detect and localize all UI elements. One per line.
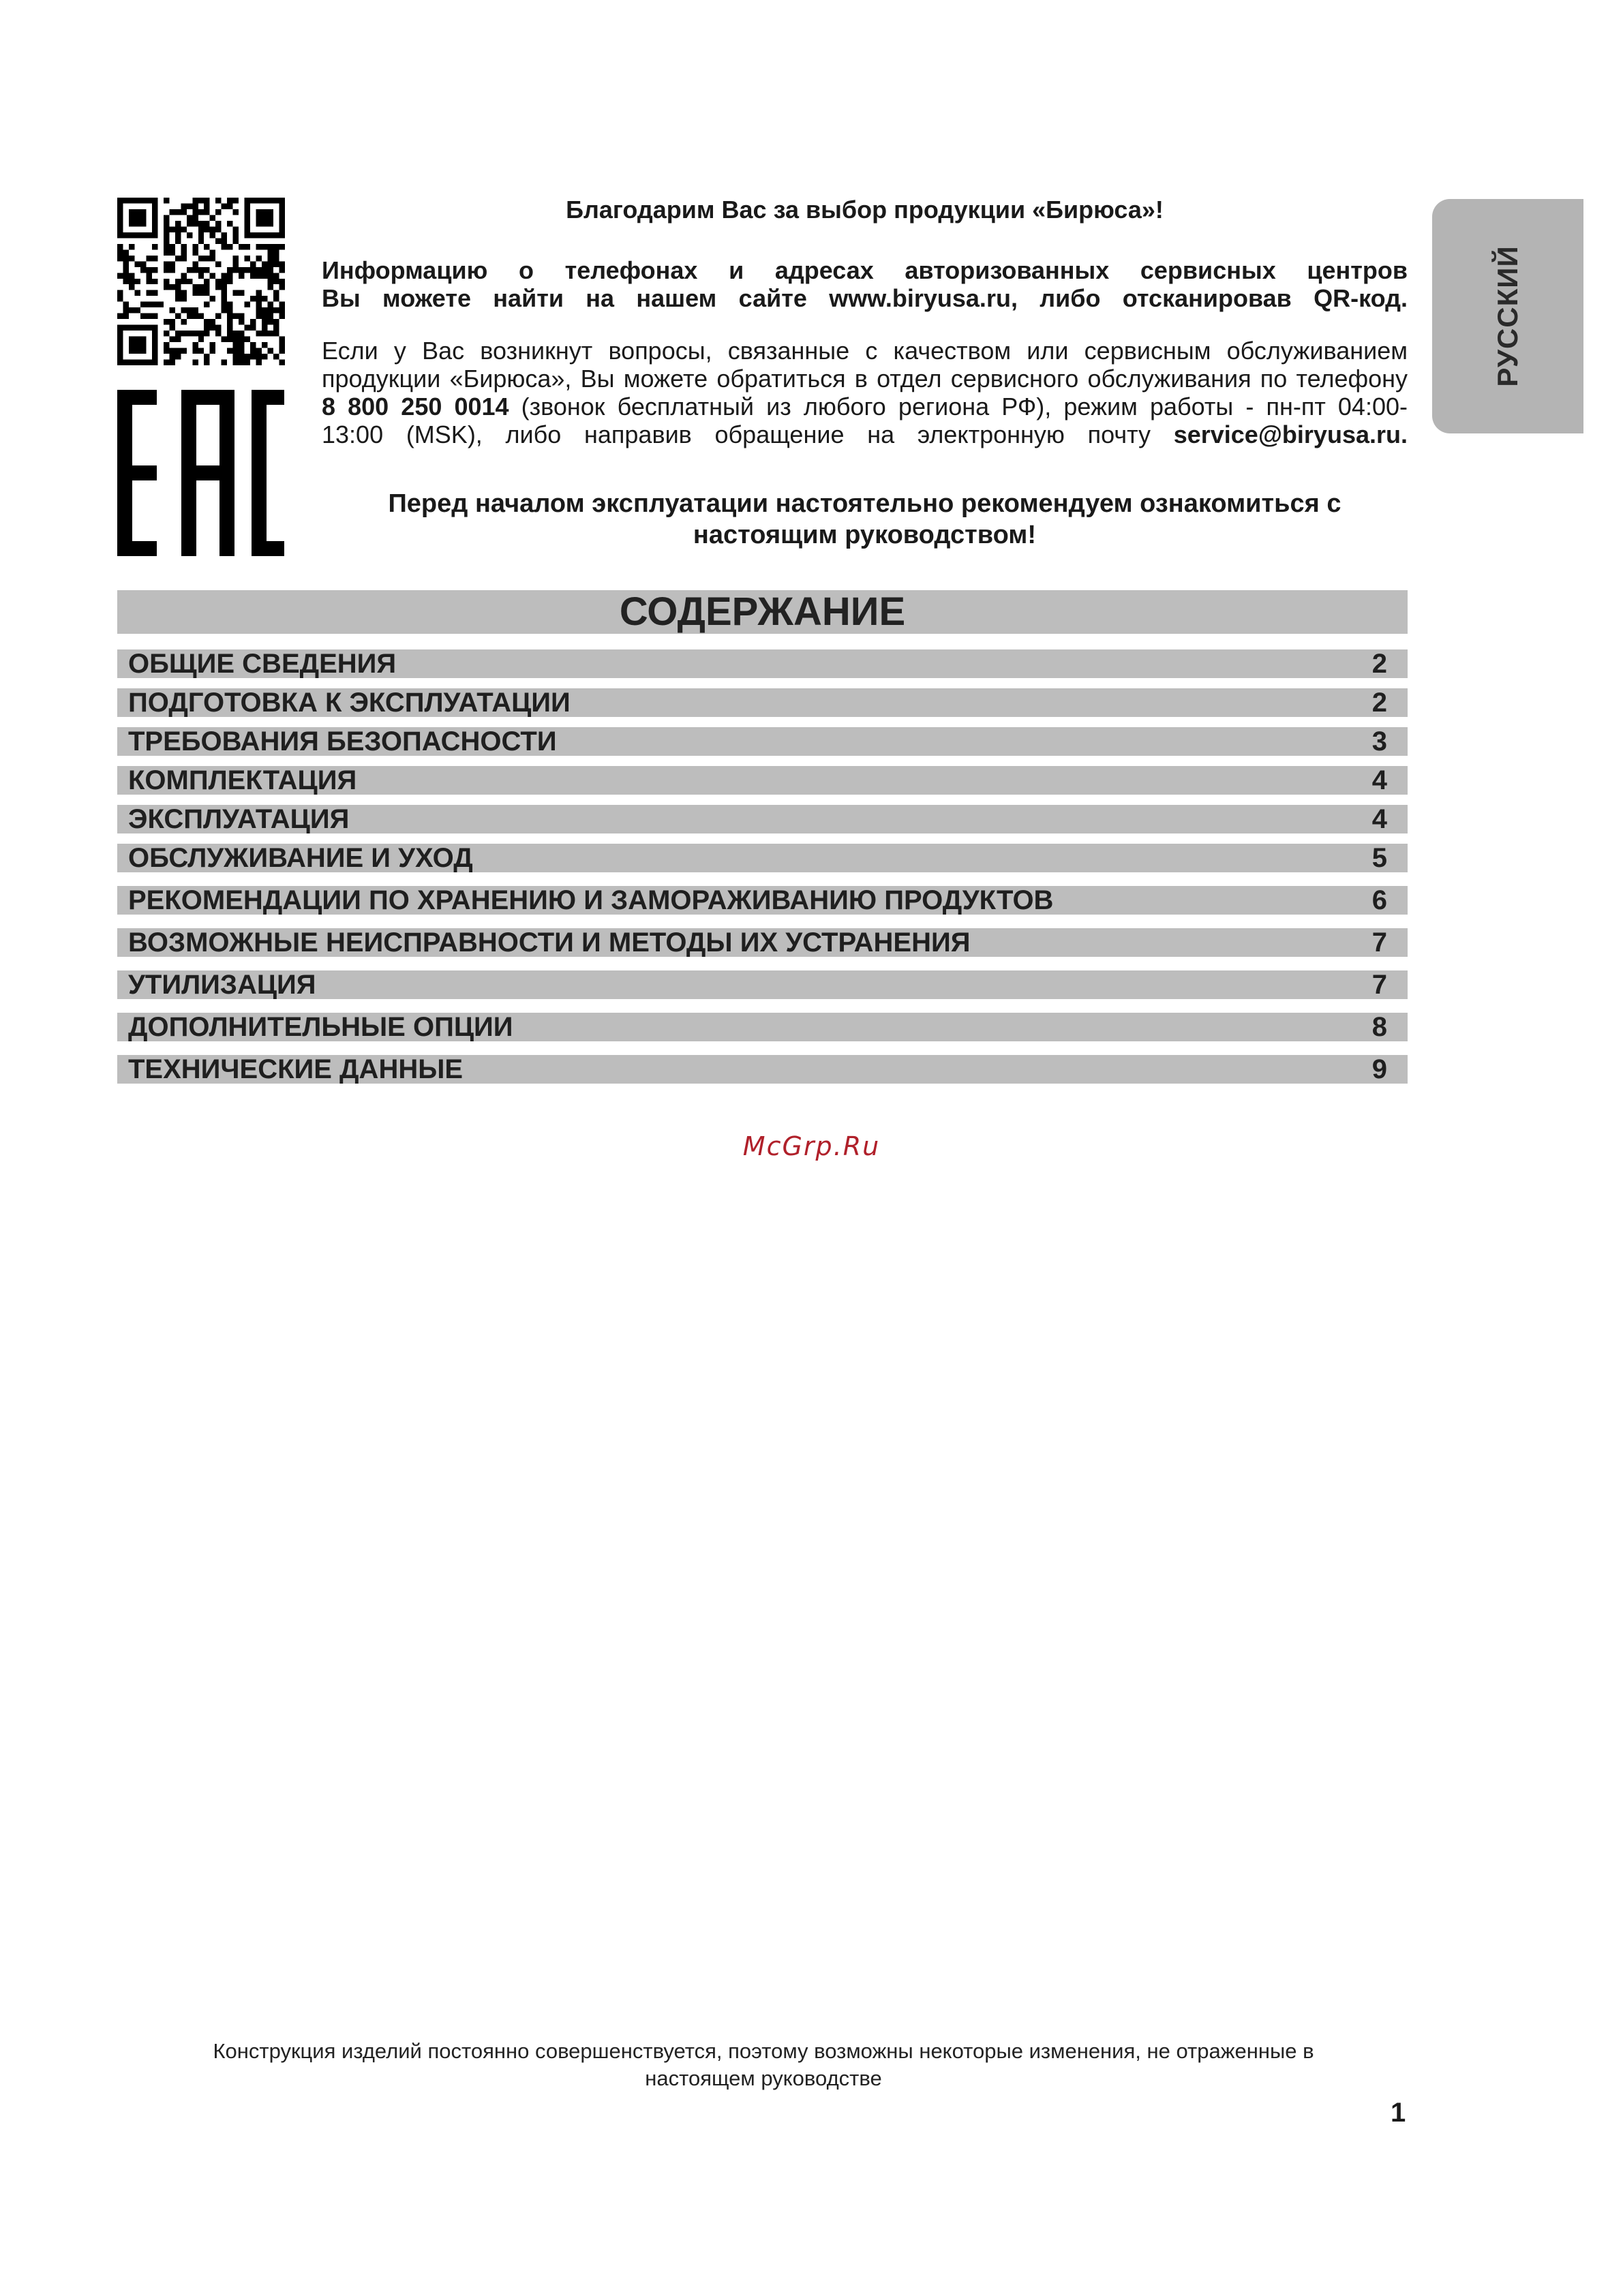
recommendation-heading	[322, 488, 1408, 551]
toc-row[interactable]	[117, 1055, 1408, 1084]
toc-row[interactable]	[117, 649, 1408, 678]
recommendation-line: настоящим руководством!	[693, 521, 1037, 549]
toc-row[interactable]	[117, 886, 1408, 915]
toc-item-page: 2	[1371, 688, 1387, 718]
toc-item-label: ТРЕБОВАНИЯ БЕЗОПАСНОСТИ	[128, 726, 557, 756]
toc-item-label: ВОЗМОЖНЫЕ НЕИСПРАВНОСТИ И МЕТОДЫ ИХ УСТРАНЕНИЯ	[128, 928, 971, 958]
toc-item-page: 7	[1371, 928, 1387, 958]
toc-item-page: 5	[1371, 843, 1387, 873]
toc-row[interactable]	[117, 928, 1408, 957]
service-info-paragraph	[322, 256, 1408, 312]
toc-item-label: КОМПЛЕКТАЦИЯ	[128, 765, 357, 795]
qr-code-icon	[117, 198, 285, 365]
language-tab-label: РУССКИЙ	[1491, 245, 1523, 387]
toc-item-label: ТЕХНИЧЕСКИЕ ДАННЫЕ	[128, 1054, 464, 1084]
toc-item-page: 9	[1371, 1054, 1387, 1084]
toc-row[interactable]	[117, 1013, 1408, 1041]
toc-item-page: 4	[1371, 804, 1387, 834]
contact-line	[322, 393, 1408, 420]
toc-row[interactable]	[117, 688, 1408, 717]
toc-item-page: 7	[1371, 970, 1387, 1000]
toc-item-label: ДОПОЛНИТЕЛЬНЫЕ ОПЦИИ	[128, 1012, 513, 1042]
contact-line: Если у Вас возникнут вопросы, связанные с качеством или сервисным обслуживанием	[322, 337, 1408, 365]
toc-item-label: ОБЩИЕ СВЕДЕНИЯ	[128, 649, 397, 679]
toc-item-page: 4	[1371, 765, 1387, 795]
recommendation-line: Перед началом эксплуатации настоятельно рекомендуем ознакомиться с	[388, 489, 1341, 518]
toc-item-page: 8	[1371, 1012, 1387, 1042]
contact-line-text: 13:00 (MSK), либо направив обращение на электронную почту	[322, 420, 1174, 448]
page-number: 1	[1391, 2098, 1406, 2128]
service-info-line: Вы можете найти на нашем сайте www.biryusa.ru, либо отсканировав QR-код.	[322, 284, 1408, 312]
language-tab[interactable]	[1432, 199, 1583, 433]
toc-item-label: ЭКСПЛУАТАЦИЯ	[128, 804, 350, 834]
toc-item-label: РЕКОМЕНДАЦИИ ПО ХРАНЕНИЮ И ЗАМОРАЖИВАНИЮ ПРОДУКТОВ	[128, 885, 1054, 915]
service-info-line: Информацию о телефонах и адресах авторизованных сервисных центров	[322, 256, 1408, 284]
toc-item-label: УТИЛИЗАЦИЯ	[128, 970, 316, 1000]
contact-paragraph	[322, 337, 1408, 448]
toc-row[interactable]	[117, 844, 1408, 872]
contact-line-text: (звонок бесплатный из любого региона РФ), режим работы - пн-пт 04:00-	[509, 393, 1408, 420]
email-link[interactable]: service@biryusa.ru.	[1173, 420, 1408, 448]
toc-row[interactable]	[117, 766, 1408, 795]
footer-note	[204, 2038, 1322, 2092]
contact-line: продукции «Бирюса», Вы можете обратиться в отдел сервисного обслуживания по телефону	[322, 365, 1408, 393]
toc-item-label: ПОДГОТОВКА К ЭКСПЛУАТАЦИИ	[128, 688, 571, 718]
watermark: McGrp.Ru	[742, 1131, 881, 1161]
footer-note-line: настоящем руководстве	[645, 2066, 882, 2090]
toc-item-label: ОБСЛУЖИВАНИЕ И УХОД	[128, 843, 473, 873]
eac-mark-icon	[117, 390, 284, 556]
toc-row[interactable]	[117, 805, 1408, 833]
phone-number[interactable]: 8 800 250 0014	[322, 393, 509, 420]
toc-row[interactable]	[117, 970, 1408, 999]
footer-note-line: Конструкция изделий постоянно совершенствуется, поэтому возможны некоторые изменения, не отраженные в	[213, 2039, 1314, 2063]
toc-title: СОДЕРЖАНИЕ	[117, 590, 1408, 634]
toc-item-page: 3	[1371, 726, 1387, 756]
toc-row[interactable]	[117, 727, 1408, 756]
thanks-heading: Благодарим Вас за выбор продукции «Бирюса»!	[566, 196, 1164, 224]
contact-line	[322, 420, 1408, 448]
toc-item-page: 2	[1371, 649, 1387, 679]
toc-item-page: 6	[1371, 885, 1387, 915]
